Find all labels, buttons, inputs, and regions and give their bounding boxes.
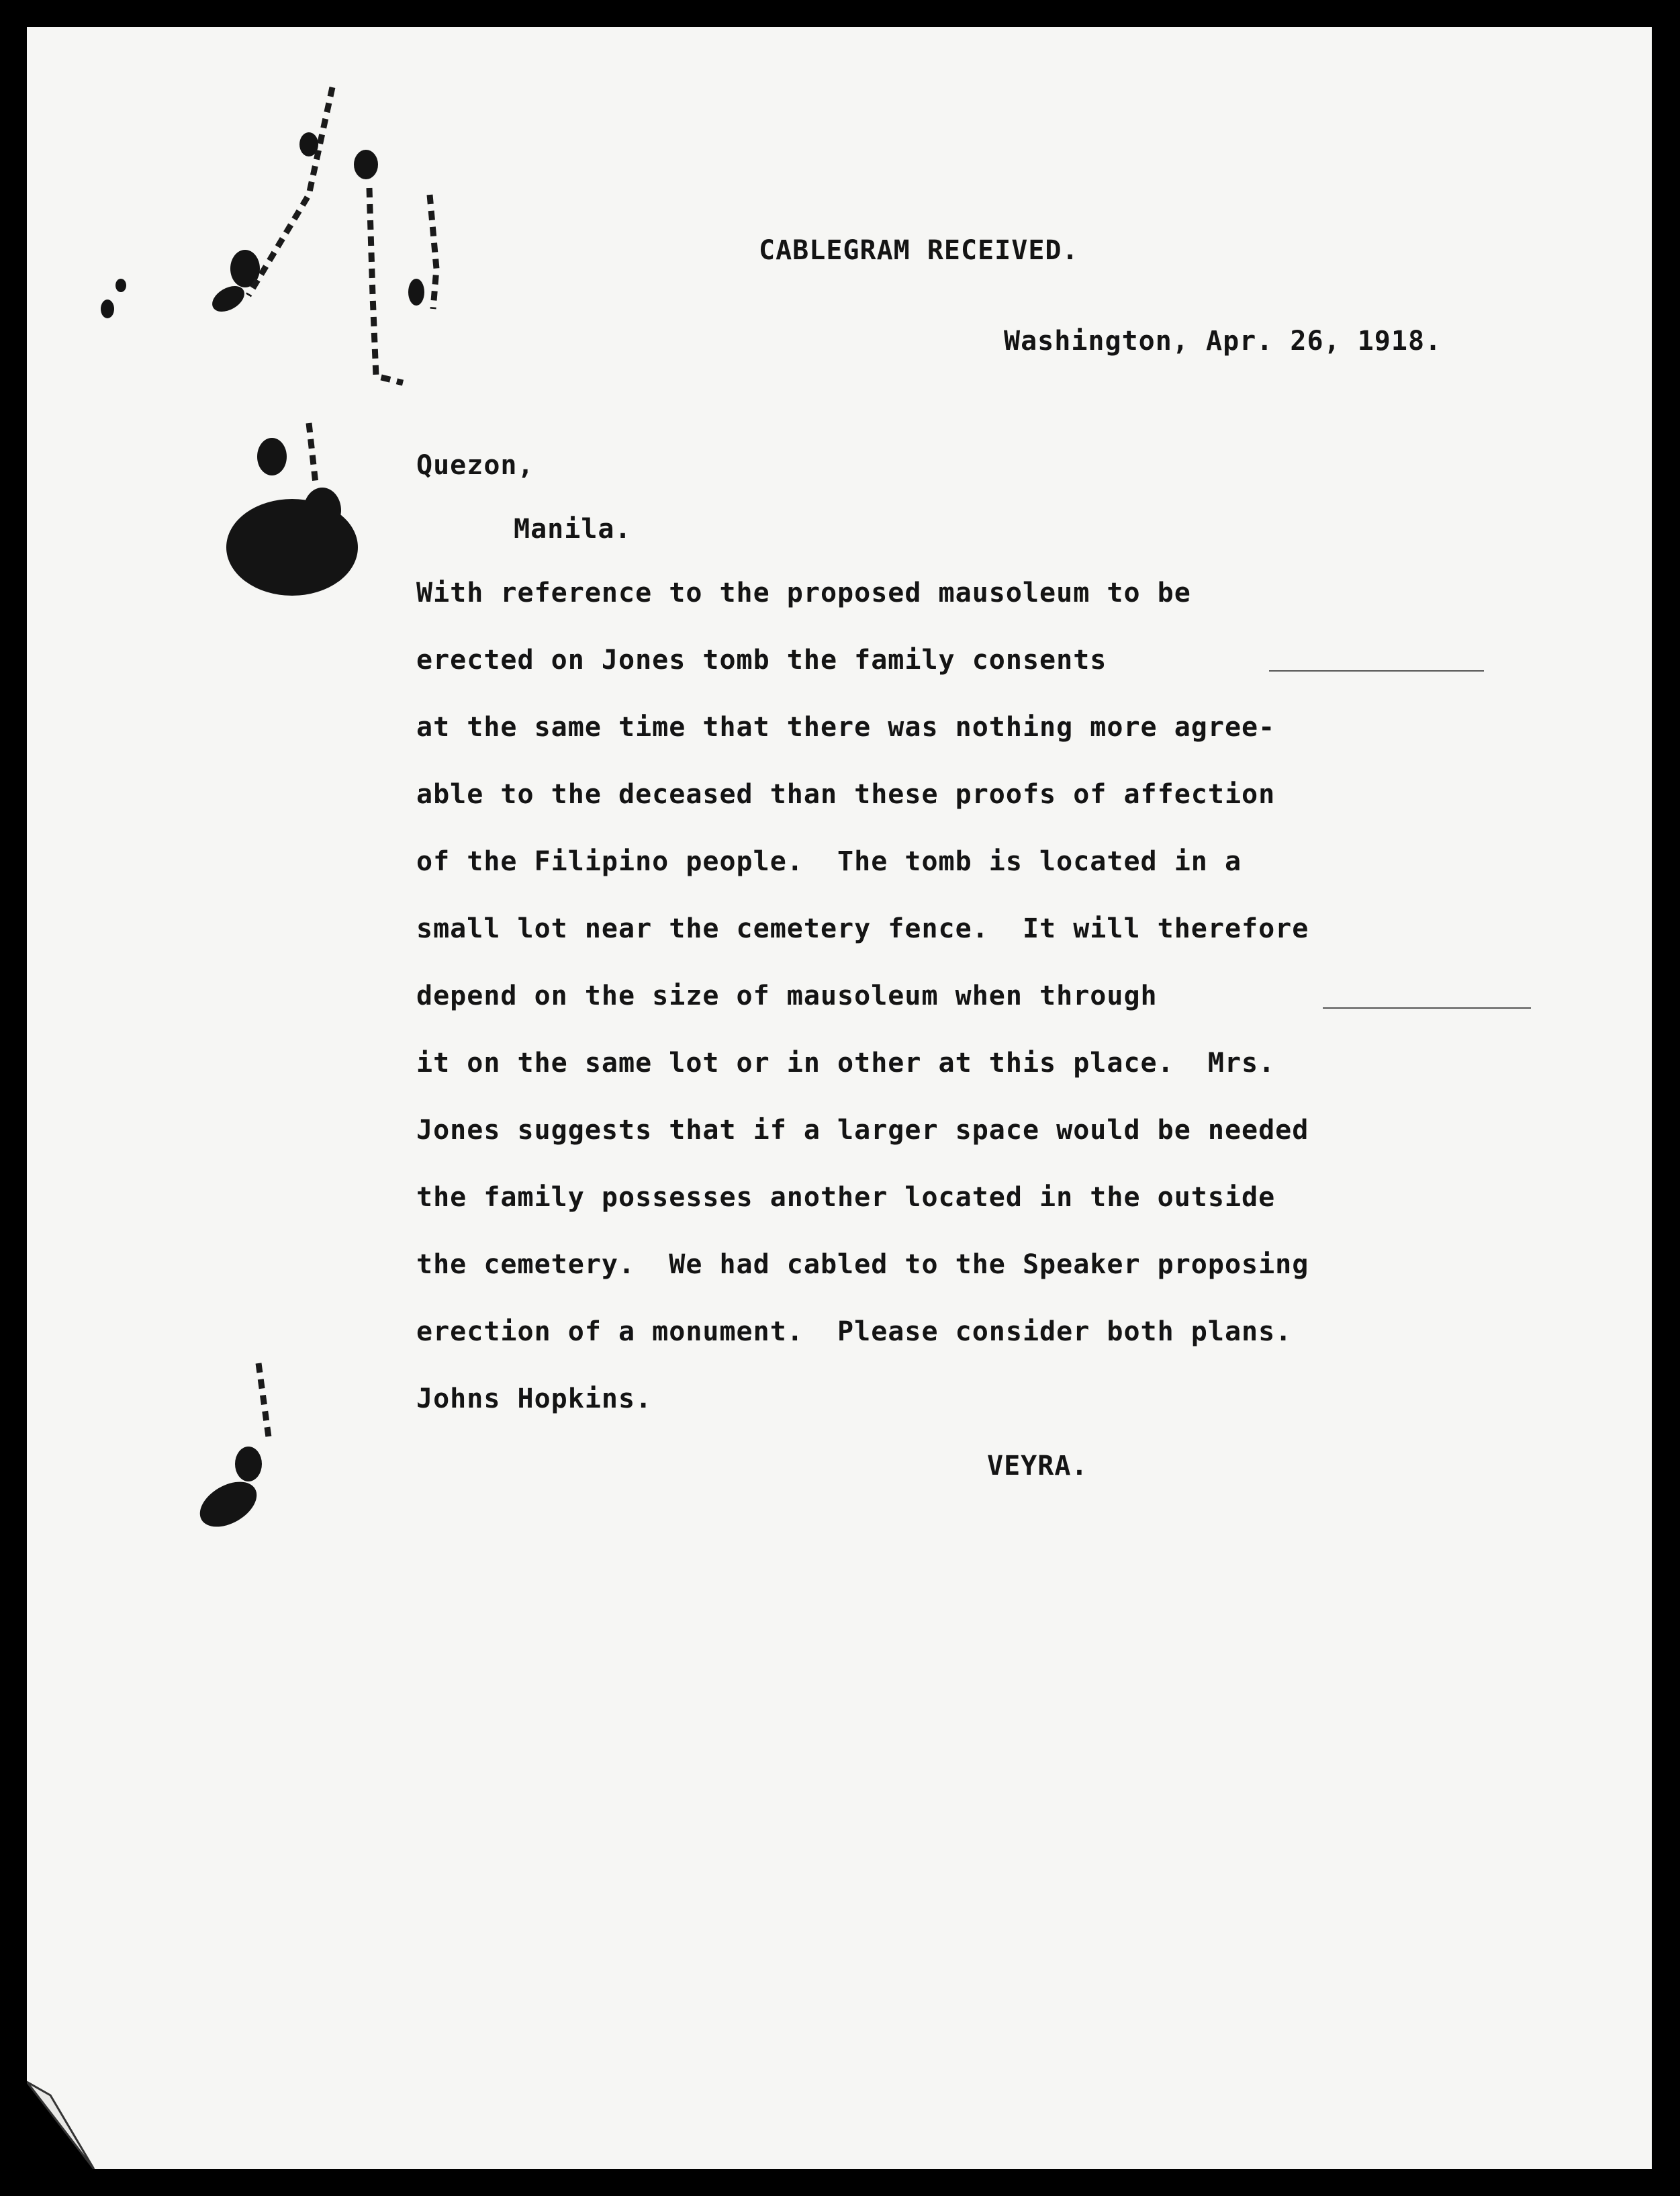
- body-line: able to the deceased than these proofs of affection: [416, 779, 1276, 810]
- document-page: [27, 27, 1652, 2169]
- document-heading: CABLEGRAM RECEIVED.: [759, 235, 1079, 266]
- signature: VEYRA.: [987, 1451, 1088, 1481]
- body-line: With reference to the proposed mausoleum to be: [416, 578, 1191, 608]
- body-line: the family possesses another located in the outside: [416, 1182, 1276, 1213]
- body-line: of the Filipino people. The tomb is located in a: [416, 846, 1242, 877]
- blank-rule: [1269, 670, 1484, 672]
- body-line: Jones suggests that if a larger space would be needed: [416, 1115, 1309, 1146]
- addressee: Quezon,: [416, 450, 534, 481]
- body-line: it on the same lot or in other at this place. Mrs.: [416, 1048, 1276, 1079]
- folded-corner: [27, 2068, 121, 2169]
- body-line: the cemetery. We had cabled to the Speaker proposing: [416, 1249, 1309, 1280]
- body-line: erection of a monument. Please consider both plans.: [416, 1316, 1293, 1347]
- body-line: small lot near the cemetery fence. It will therefore: [416, 913, 1309, 944]
- addressee-city: Manila.: [514, 514, 632, 545]
- body-line: Johns Hopkins.: [416, 1383, 653, 1414]
- blank-rule: [1323, 1007, 1531, 1009]
- body-line: depend on the size of mausoleum when through: [416, 980, 1158, 1011]
- body-line: erected on Jones tomb the family consents: [416, 645, 1107, 676]
- body-line: at the same time that there was nothing more agree-: [416, 712, 1276, 743]
- dateline: Washington, Apr. 26, 1918.: [1004, 326, 1442, 357]
